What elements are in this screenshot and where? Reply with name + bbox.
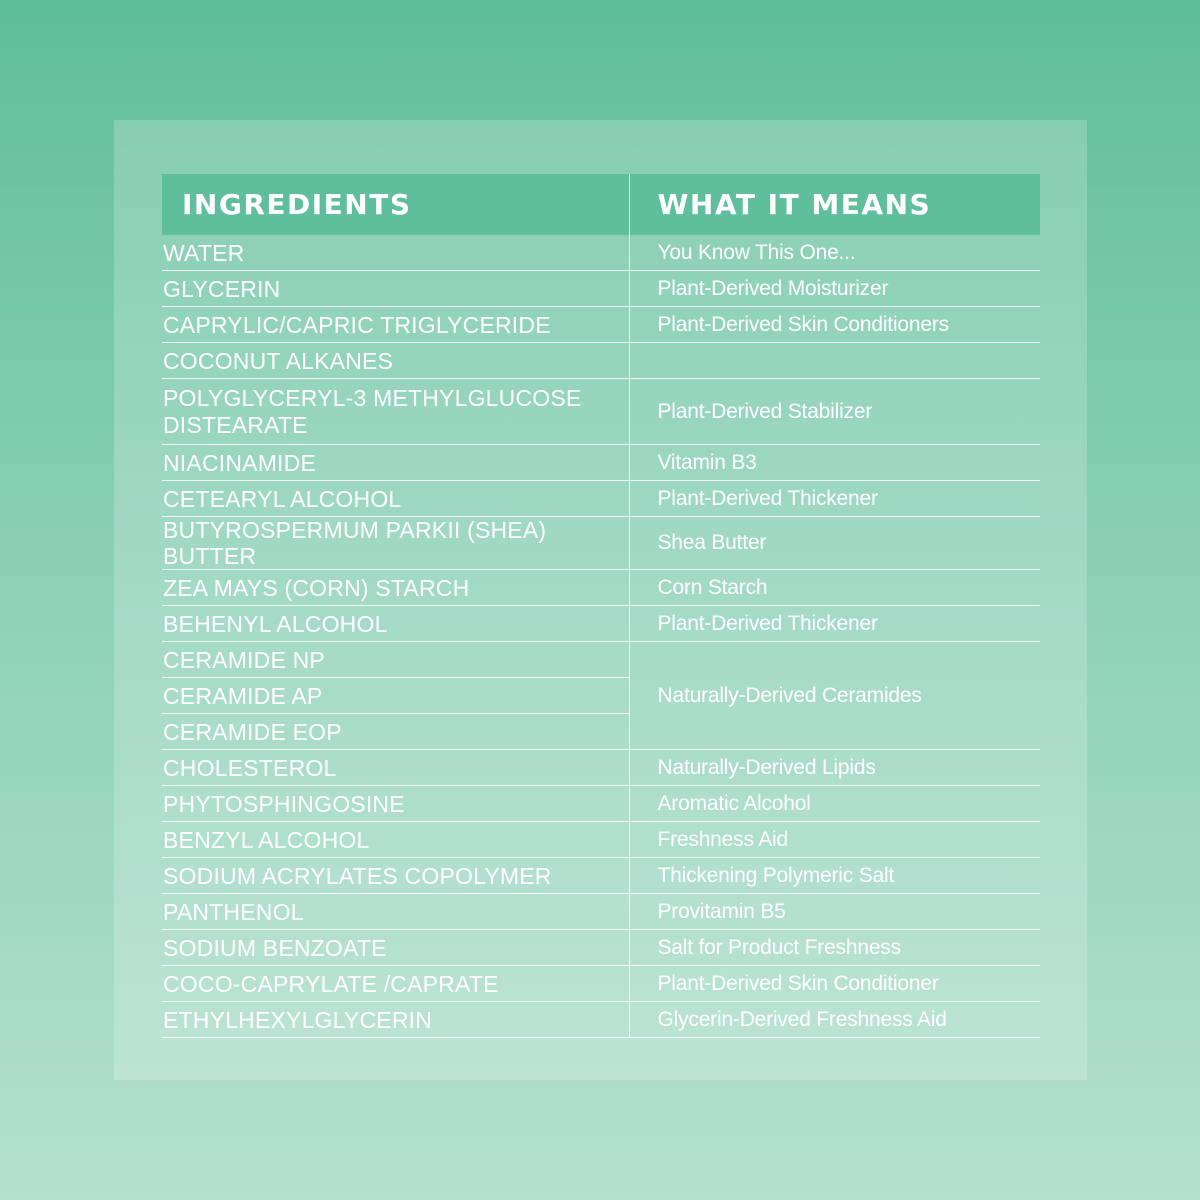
- meaning-cell: Corn Starch: [629, 570, 1040, 606]
- table-row: [162, 822, 1040, 858]
- meaning-cell: Plant-Derived Skin Conditioners: [629, 307, 1040, 343]
- ingredient-cell: PANTHENOL: [162, 894, 629, 930]
- table-row: [162, 481, 1040, 517]
- meaning-cell: Plant-Derived Skin Conditioner: [629, 966, 1040, 1002]
- ingredient-cell: ETHYLHEXYLGLYCERIN: [162, 1002, 629, 1038]
- meaning-cell: Thickening Polymeric Salt: [629, 858, 1040, 894]
- ingredient-cell: CERAMIDE NP: [162, 642, 629, 678]
- table-row: [162, 445, 1040, 481]
- ingredient-cell: PHYTOSPHINGOSINE: [162, 786, 629, 822]
- ingredients-table: [162, 174, 1040, 1038]
- ingredient-cell: CHOLESTEROL: [162, 750, 629, 786]
- table-row: [162, 786, 1040, 822]
- table-row: [162, 271, 1040, 307]
- meaning-cell: You Know This One...: [629, 235, 1040, 271]
- table-row: [162, 235, 1040, 271]
- ingredient-cell: COCONUT ALKANES: [162, 343, 629, 379]
- ingredient-cell: WATER: [162, 235, 629, 271]
- table-row: [162, 966, 1040, 1002]
- meaning-cell: Plant-Derived Thickener: [629, 481, 1040, 517]
- meaning-cell: Salt for Product Freshness: [629, 930, 1040, 966]
- meaning-cell: Plant-Derived Stabilizer: [629, 379, 1040, 445]
- table-row: [162, 517, 1040, 570]
- table-row: [162, 307, 1040, 343]
- table-row: [162, 750, 1040, 786]
- meaning-cell: Provitamin B5: [629, 894, 1040, 930]
- table-row: [162, 343, 1040, 379]
- meaning-cell: Naturally-Derived Ceramides: [629, 642, 1040, 750]
- ingredient-cell: SODIUM ACRYLATES COPOLYMER: [162, 858, 629, 894]
- ingredient-cell: NIACINAMIDE: [162, 445, 629, 481]
- table-row: [162, 606, 1040, 642]
- meaning-cell: [629, 343, 1040, 379]
- ingredient-cell: COCO-CAPRYLATE /CAPRATE: [162, 966, 629, 1002]
- ingredient-cell: GLYCERIN: [162, 271, 629, 307]
- meaning-cell: Freshness Aid: [629, 822, 1040, 858]
- table-row: [162, 379, 1040, 445]
- table-row: [162, 858, 1040, 894]
- table-row: [162, 570, 1040, 606]
- ingredient-cell: CERAMIDE AP: [162, 678, 629, 714]
- meaning-cell: Aromatic Alcohol: [629, 786, 1040, 822]
- ingredient-cell: CERAMIDE EOP: [162, 714, 629, 750]
- ingredient-cell: BUTYROSPERMUM PARKII (SHEA) BUTTER: [162, 517, 629, 570]
- ingredient-cell: BENZYL ALCOHOL: [162, 822, 629, 858]
- ingredient-cell: ZEA MAYS (CORN) STARCH: [162, 570, 629, 606]
- meaning-cell: Glycerin-Derived Freshness Aid: [629, 1002, 1040, 1038]
- table-row: [162, 1002, 1040, 1038]
- meaning-cell: Naturally-Derived Lipids: [629, 750, 1040, 786]
- meaning-cell: Vitamin B3: [629, 445, 1040, 481]
- meaning-cell: Shea Butter: [629, 517, 1040, 570]
- table-row: [162, 894, 1040, 930]
- meaning-cell: Plant-Derived Moisturizer: [629, 271, 1040, 307]
- ingredient-cell: POLYGLYCERYL-3 METHYLGLUCOSE DISTEARATE: [162, 379, 629, 445]
- table-row: [162, 642, 1040, 678]
- table-header-row: [162, 174, 1040, 235]
- meaning-column-header: WHAT IT MEANS: [629, 174, 1040, 235]
- ingredients-column-header: INGREDIENTS: [162, 174, 629, 235]
- meaning-cell: Plant-Derived Thickener: [629, 606, 1040, 642]
- ingredient-cell: CETEARYL ALCOHOL: [162, 481, 629, 517]
- ingredient-cell: CAPRYLIC/CAPRIC TRIGLYCERIDE: [162, 307, 629, 343]
- ingredient-cell: SODIUM BENZOATE: [162, 930, 629, 966]
- table-row: [162, 930, 1040, 966]
- ingredient-cell: BEHENYL ALCOHOL: [162, 606, 629, 642]
